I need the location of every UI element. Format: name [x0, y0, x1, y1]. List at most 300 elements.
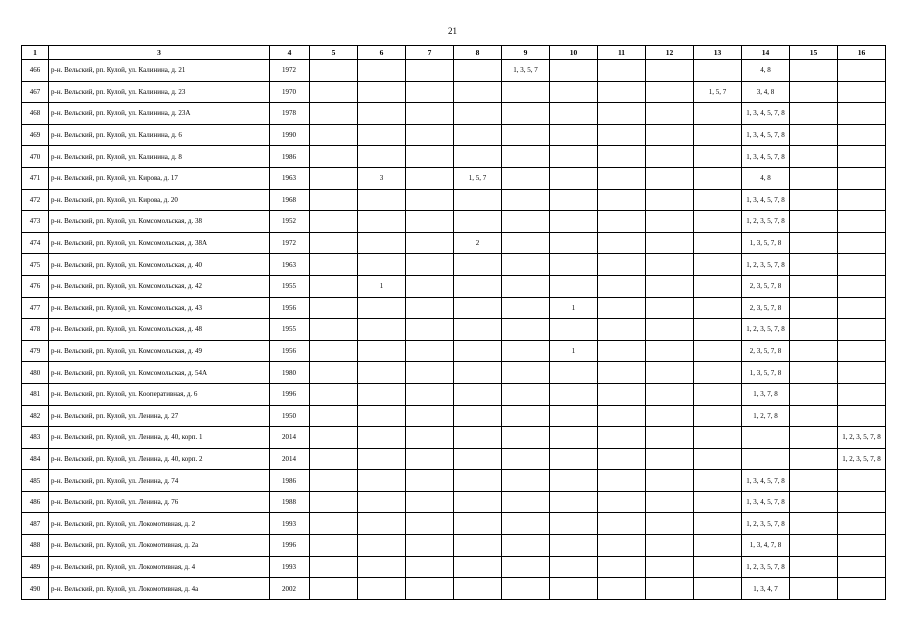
col-10-cell [550, 254, 598, 276]
col-15-cell [790, 405, 838, 427]
col-8-cell [454, 340, 502, 362]
column-header-16: 16 [838, 46, 886, 60]
col-12-cell [646, 254, 694, 276]
col-10-cell [550, 146, 598, 168]
year-cell: 2014 [270, 427, 310, 449]
col-9-cell [502, 556, 550, 578]
col-15-cell [790, 427, 838, 449]
row-number-cell: 471 [22, 167, 49, 189]
year-cell: 1993 [270, 556, 310, 578]
col-9-cell [502, 340, 550, 362]
address-cell: р-н. Вельский, рп. Кулой, ул. Комсомольская, д. 40 [49, 254, 270, 276]
col-5-cell [310, 405, 358, 427]
col-6-cell [358, 340, 406, 362]
year-cell: 2014 [270, 448, 310, 470]
col-15-cell [790, 124, 838, 146]
col-16-cell [838, 319, 886, 341]
col-9-cell [502, 211, 550, 233]
column-header-1: 1 [22, 46, 49, 60]
col-11-cell [598, 340, 646, 362]
col-14-cell: 1, 3, 4, 7, 8 [742, 535, 790, 557]
col-6-cell [358, 362, 406, 384]
col-6-cell [358, 60, 406, 82]
col-7-cell [406, 362, 454, 384]
col-8-cell [454, 470, 502, 492]
col-16-cell [838, 103, 886, 125]
col-8-cell [454, 297, 502, 319]
col-11-cell [598, 254, 646, 276]
year-cell: 1986 [270, 470, 310, 492]
column-header-3: 3 [49, 46, 270, 60]
col-15-cell [790, 340, 838, 362]
col-6-cell [358, 319, 406, 341]
row-number-cell: 485 [22, 470, 49, 492]
col-11-cell [598, 427, 646, 449]
col-8-cell [454, 405, 502, 427]
col-8-cell: 1, 5, 7 [454, 167, 502, 189]
col-5-cell [310, 491, 358, 513]
col-16-cell [838, 362, 886, 384]
table-row [22, 146, 886, 168]
col-11-cell [598, 60, 646, 82]
col-13-cell [694, 124, 742, 146]
address-cell: р-н. Вельский, рп. Кулой, ул. Комсомольская, д. 38 [49, 211, 270, 233]
col-11-cell [598, 146, 646, 168]
col-11-cell [598, 189, 646, 211]
address-cell: р-н. Вельский, рп. Кулой, ул. Ленина, д. 40, корп. 1 [49, 427, 270, 449]
table-row [22, 124, 886, 146]
col-10-cell [550, 427, 598, 449]
table-row [22, 491, 886, 513]
col-5-cell [310, 254, 358, 276]
col-11-cell [598, 405, 646, 427]
table-row [22, 254, 886, 276]
col-5-cell [310, 383, 358, 405]
address-cell: р-н. Вельский, рп. Кулой, ул. Калинина, д. 8 [49, 146, 270, 168]
col-12-cell [646, 470, 694, 492]
col-5-cell [310, 189, 358, 211]
col-12-cell [646, 275, 694, 297]
col-6-cell [358, 491, 406, 513]
col-8-cell [454, 60, 502, 82]
table-row [22, 189, 886, 211]
col-15-cell [790, 254, 838, 276]
row-number-cell: 469 [22, 124, 49, 146]
col-14-cell: 1, 2, 3, 5, 7, 8 [742, 513, 790, 535]
address-cell: р-н. Вельский, рп. Кулой, ул. Ленина, д. 40, корп. 2 [49, 448, 270, 470]
col-11-cell [598, 491, 646, 513]
col-5-cell [310, 103, 358, 125]
year-cell: 1955 [270, 319, 310, 341]
col-12-cell [646, 340, 694, 362]
col-8-cell [454, 556, 502, 578]
col-12-cell [646, 60, 694, 82]
col-14-cell: 1, 3, 4, 5, 7, 8 [742, 103, 790, 125]
col-13-cell [694, 513, 742, 535]
col-12-cell [646, 578, 694, 600]
col-7-cell [406, 535, 454, 557]
col-8-cell [454, 146, 502, 168]
col-14-cell: 2, 3, 5, 7, 8 [742, 297, 790, 319]
table-row [22, 405, 886, 427]
col-14-cell: 1, 2, 3, 5, 7, 8 [742, 319, 790, 341]
col-9-cell [502, 362, 550, 384]
col-11-cell [598, 167, 646, 189]
col-13-cell [694, 362, 742, 384]
col-14-cell: 1, 2, 3, 5, 7, 8 [742, 254, 790, 276]
address-cell: р-н. Вельский, рп. Кулой, ул. Ленина, д. 74 [49, 470, 270, 492]
col-11-cell [598, 578, 646, 600]
col-5-cell [310, 124, 358, 146]
col-7-cell [406, 340, 454, 362]
col-10-cell [550, 81, 598, 103]
column-header-6: 6 [358, 46, 406, 60]
table-row [22, 362, 886, 384]
col-10-cell [550, 405, 598, 427]
col-12-cell [646, 556, 694, 578]
col-14-cell: 1, 3, 4, 5, 7, 8 [742, 491, 790, 513]
col-5-cell [310, 275, 358, 297]
col-11-cell [598, 232, 646, 254]
col-11-cell [598, 556, 646, 578]
col-9-cell [502, 81, 550, 103]
col-8-cell: 2 [454, 232, 502, 254]
col-14-cell: 1, 3, 4, 5, 7, 8 [742, 124, 790, 146]
page-number: 21 [448, 26, 457, 36]
col-13-cell [694, 297, 742, 319]
column-header-5: 5 [310, 46, 358, 60]
col-12-cell [646, 362, 694, 384]
column-header-13: 13 [694, 46, 742, 60]
table-row [22, 275, 886, 297]
col-16-cell [838, 383, 886, 405]
col-5-cell [310, 340, 358, 362]
col-8-cell [454, 319, 502, 341]
col-8-cell [454, 383, 502, 405]
col-16-cell [838, 167, 886, 189]
col-13-cell [694, 103, 742, 125]
table-row [22, 319, 886, 341]
col-9-cell [502, 275, 550, 297]
year-cell: 1978 [270, 103, 310, 125]
col-6-cell [358, 124, 406, 146]
col-15-cell [790, 470, 838, 492]
col-12-cell [646, 297, 694, 319]
column-header-11: 11 [598, 46, 646, 60]
col-14-cell: 1, 3, 4, 7 [742, 578, 790, 600]
col-8-cell [454, 124, 502, 146]
row-number-cell: 474 [22, 232, 49, 254]
col-15-cell [790, 448, 838, 470]
year-cell: 1980 [270, 362, 310, 384]
col-7-cell [406, 383, 454, 405]
col-6-cell [358, 189, 406, 211]
col-14-cell [742, 427, 790, 449]
address-cell: р-н. Вельский, рп. Кулой, ул. Кооперативная, д. 6 [49, 383, 270, 405]
col-9-cell [502, 103, 550, 125]
col-13-cell [694, 275, 742, 297]
col-13-cell [694, 60, 742, 82]
address-cell: р-н. Вельский, рп. Кулой, ул. Ленина, д. 27 [49, 405, 270, 427]
col-11-cell [598, 513, 646, 535]
col-11-cell [598, 535, 646, 557]
col-9-cell [502, 297, 550, 319]
col-7-cell [406, 578, 454, 600]
address-cell: р-н. Вельский, рп. Кулой, ул. Комсомольская, д. 43 [49, 297, 270, 319]
col-7-cell [406, 60, 454, 82]
col-14-cell: 1, 3, 5, 7, 8 [742, 362, 790, 384]
row-number-cell: 480 [22, 362, 49, 384]
col-13-cell [694, 535, 742, 557]
col-5-cell [310, 146, 358, 168]
col-13-cell [694, 470, 742, 492]
col-14-cell: 1, 2, 7, 8 [742, 405, 790, 427]
table-row [22, 383, 886, 405]
col-6-cell [358, 448, 406, 470]
col-14-cell: 3, 4, 8 [742, 81, 790, 103]
col-8-cell [454, 491, 502, 513]
col-16-cell [838, 81, 886, 103]
col-13-cell [694, 405, 742, 427]
register-table [21, 45, 886, 600]
col-7-cell [406, 470, 454, 492]
col-9-cell [502, 578, 550, 600]
year-cell: 1963 [270, 167, 310, 189]
col-12-cell [646, 383, 694, 405]
col-9-cell [502, 319, 550, 341]
table-row [22, 211, 886, 233]
col-16-cell [838, 254, 886, 276]
col-8-cell [454, 362, 502, 384]
col-14-cell: 1, 2, 3, 5, 7, 8 [742, 556, 790, 578]
year-cell: 1952 [270, 211, 310, 233]
row-number-cell: 467 [22, 81, 49, 103]
col-14-cell: 1, 3, 4, 5, 7, 8 [742, 146, 790, 168]
col-14-cell: 2, 3, 5, 7, 8 [742, 340, 790, 362]
col-7-cell [406, 427, 454, 449]
table-row [22, 81, 886, 103]
col-9-cell: 1, 3, 5, 7 [502, 60, 550, 82]
row-number-cell: 466 [22, 60, 49, 82]
col-12-cell [646, 167, 694, 189]
col-8-cell [454, 535, 502, 557]
col-13-cell [694, 427, 742, 449]
row-number-cell: 472 [22, 189, 49, 211]
col-13-cell [694, 167, 742, 189]
col-5-cell [310, 60, 358, 82]
col-12-cell [646, 448, 694, 470]
col-5-cell [310, 427, 358, 449]
col-6-cell [358, 383, 406, 405]
col-10-cell: 1 [550, 340, 598, 362]
col-16-cell [838, 211, 886, 233]
col-14-cell: 4, 8 [742, 167, 790, 189]
year-cell: 1956 [270, 297, 310, 319]
col-7-cell [406, 211, 454, 233]
col-11-cell [598, 297, 646, 319]
col-11-cell [598, 81, 646, 103]
col-7-cell [406, 405, 454, 427]
col-11-cell [598, 103, 646, 125]
address-cell: р-н. Вельский, рп. Кулой, ул. Комсомольская, д. 42 [49, 275, 270, 297]
table-row [22, 103, 886, 125]
col-9-cell [502, 167, 550, 189]
col-16-cell [838, 189, 886, 211]
col-15-cell [790, 146, 838, 168]
col-10-cell [550, 103, 598, 125]
col-6-cell [358, 535, 406, 557]
table-row [22, 297, 886, 319]
col-13-cell [694, 232, 742, 254]
col-15-cell [790, 60, 838, 82]
row-number-cell: 486 [22, 491, 49, 513]
col-6-cell [358, 211, 406, 233]
col-12-cell [646, 491, 694, 513]
col-15-cell [790, 297, 838, 319]
table-row [22, 232, 886, 254]
col-13-cell [694, 319, 742, 341]
col-13-cell: 1, 5, 7 [694, 81, 742, 103]
table-body [22, 60, 886, 600]
col-13-cell [694, 211, 742, 233]
col-12-cell [646, 513, 694, 535]
address-cell: р-н. Вельский, рп. Кулой, ул. Комсомольская, д. 49 [49, 340, 270, 362]
year-cell: 1970 [270, 81, 310, 103]
col-16-cell [838, 556, 886, 578]
col-9-cell [502, 254, 550, 276]
table-row [22, 340, 886, 362]
col-10-cell [550, 211, 598, 233]
col-15-cell [790, 491, 838, 513]
col-16-cell [838, 232, 886, 254]
col-15-cell [790, 578, 838, 600]
col-10-cell [550, 167, 598, 189]
col-10-cell [550, 60, 598, 82]
col-5-cell [310, 167, 358, 189]
col-16-cell [838, 124, 886, 146]
row-number-cell: 470 [22, 146, 49, 168]
col-5-cell [310, 578, 358, 600]
year-cell: 1950 [270, 405, 310, 427]
row-number-cell: 479 [22, 340, 49, 362]
col-12-cell [646, 189, 694, 211]
address-cell: р-н. Вельский, рп. Кулой, ул. Локомотивная, д. 2 [49, 513, 270, 535]
year-cell: 1990 [270, 124, 310, 146]
col-12-cell [646, 103, 694, 125]
col-9-cell [502, 383, 550, 405]
col-15-cell [790, 535, 838, 557]
col-13-cell [694, 254, 742, 276]
row-number-cell: 481 [22, 383, 49, 405]
col-7-cell [406, 448, 454, 470]
col-10-cell [550, 383, 598, 405]
table-row [22, 60, 886, 82]
col-15-cell [790, 383, 838, 405]
col-8-cell [454, 513, 502, 535]
col-15-cell [790, 81, 838, 103]
col-8-cell [454, 254, 502, 276]
col-5-cell [310, 362, 358, 384]
year-cell: 1972 [270, 60, 310, 82]
col-13-cell [694, 383, 742, 405]
col-9-cell [502, 491, 550, 513]
col-16-cell [838, 513, 886, 535]
col-13-cell [694, 491, 742, 513]
col-16-cell [838, 470, 886, 492]
col-5-cell [310, 556, 358, 578]
col-15-cell [790, 556, 838, 578]
col-14-cell: 1, 3, 4, 5, 7, 8 [742, 470, 790, 492]
col-10-cell [550, 362, 598, 384]
row-number-cell: 488 [22, 535, 49, 557]
col-7-cell [406, 275, 454, 297]
column-header-7: 7 [406, 46, 454, 60]
col-11-cell [598, 362, 646, 384]
address-cell: р-н. Вельский, рп. Кулой, ул. Калинина, д. 21 [49, 60, 270, 82]
col-11-cell [598, 211, 646, 233]
col-14-cell: 1, 3, 7, 8 [742, 383, 790, 405]
col-14-cell: 1, 3, 5, 7, 8 [742, 232, 790, 254]
col-8-cell [454, 103, 502, 125]
address-cell: р-н. Вельский, рп. Кулой, ул. Кирова, д. 17 [49, 167, 270, 189]
col-6-cell: 3 [358, 167, 406, 189]
row-number-cell: 482 [22, 405, 49, 427]
col-8-cell [454, 81, 502, 103]
col-13-cell [694, 146, 742, 168]
table-row [22, 470, 886, 492]
row-number-cell: 489 [22, 556, 49, 578]
col-7-cell [406, 124, 454, 146]
col-7-cell [406, 103, 454, 125]
col-16-cell [838, 146, 886, 168]
col-10-cell: 1 [550, 297, 598, 319]
col-6-cell [358, 232, 406, 254]
col-12-cell [646, 319, 694, 341]
address-cell: р-н. Вельский, рп. Кулой, ул. Кирова, д. 20 [49, 189, 270, 211]
col-7-cell [406, 254, 454, 276]
col-12-cell [646, 211, 694, 233]
col-8-cell [454, 427, 502, 449]
col-5-cell [310, 513, 358, 535]
col-10-cell [550, 189, 598, 211]
col-5-cell [310, 470, 358, 492]
col-9-cell [502, 470, 550, 492]
col-5-cell [310, 535, 358, 557]
year-cell: 1993 [270, 513, 310, 535]
year-cell: 1988 [270, 491, 310, 513]
column-header-9: 9 [502, 46, 550, 60]
col-15-cell [790, 362, 838, 384]
row-number-cell: 468 [22, 103, 49, 125]
col-9-cell [502, 232, 550, 254]
row-number-cell: 490 [22, 578, 49, 600]
col-15-cell [790, 103, 838, 125]
row-number-cell: 473 [22, 211, 49, 233]
year-cell: 1996 [270, 535, 310, 557]
col-16-cell [838, 405, 886, 427]
year-cell: 1956 [270, 340, 310, 362]
row-number-cell: 478 [22, 319, 49, 341]
table-row [22, 448, 886, 470]
year-cell: 1972 [270, 232, 310, 254]
col-11-cell [598, 383, 646, 405]
table-row [22, 578, 886, 600]
col-10-cell [550, 578, 598, 600]
col-5-cell [310, 211, 358, 233]
col-5-cell [310, 297, 358, 319]
col-15-cell [790, 189, 838, 211]
col-7-cell [406, 81, 454, 103]
